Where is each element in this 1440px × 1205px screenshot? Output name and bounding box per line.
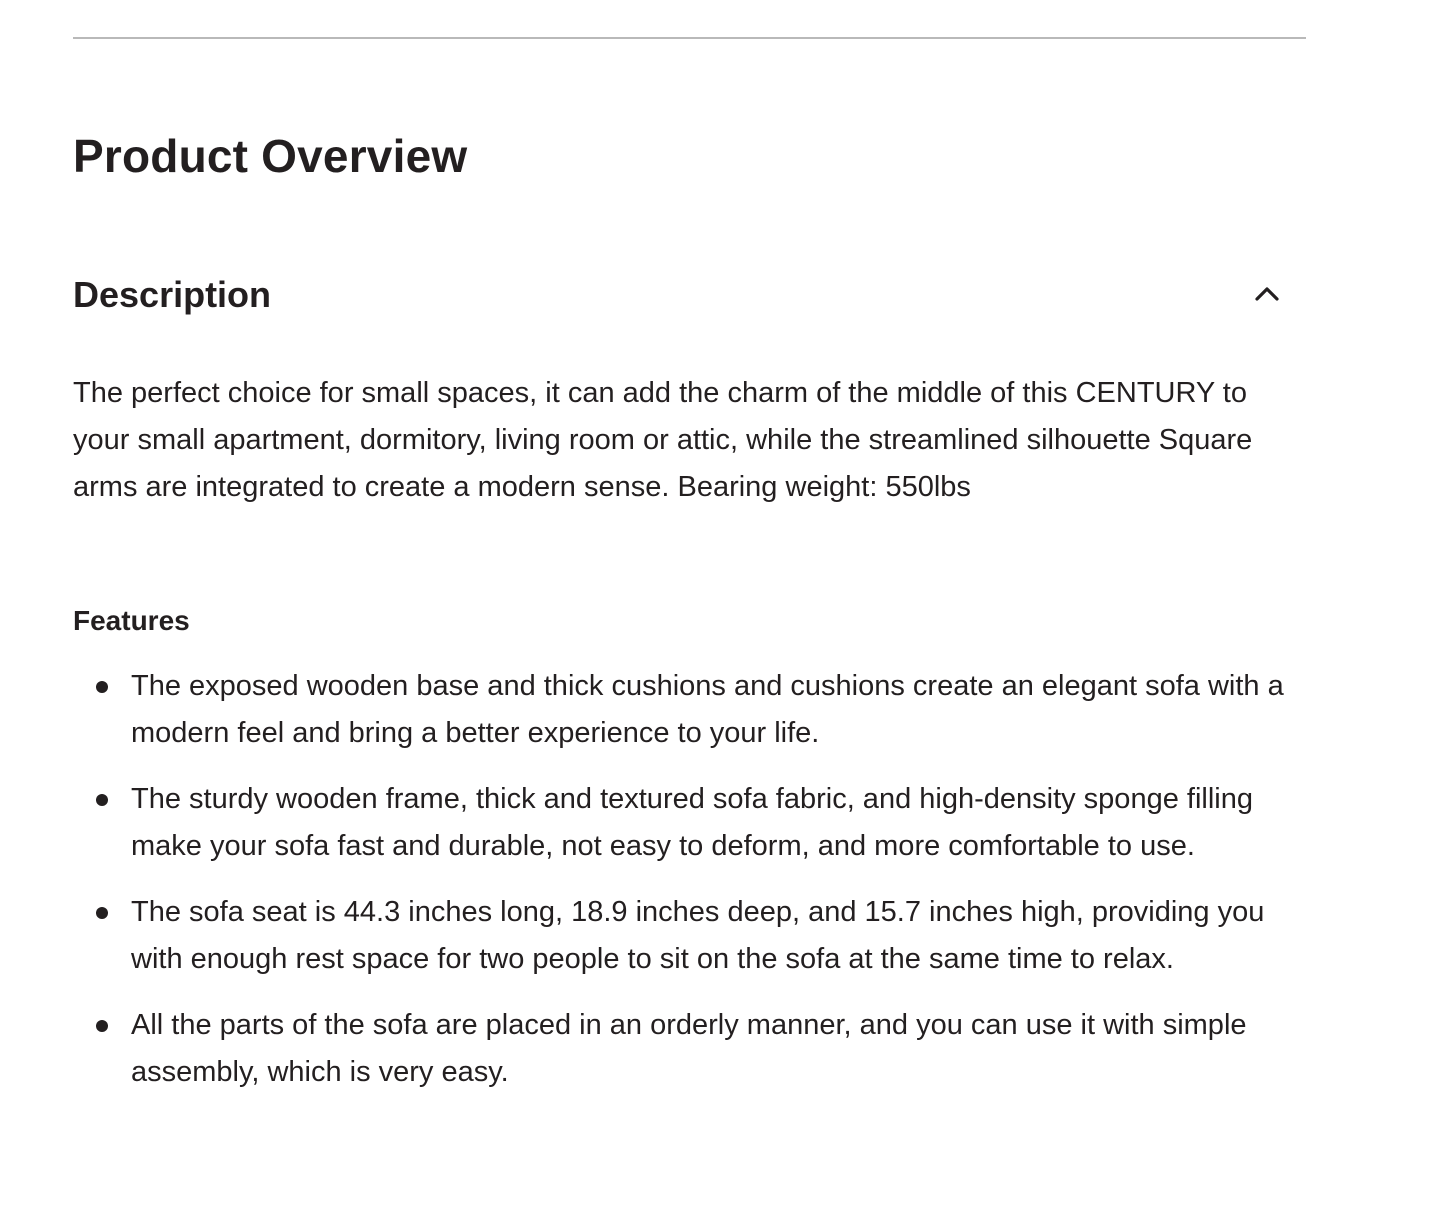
feature-item [73,776,1306,870]
feature-text: The sofa seat is 44.3 inches long, 18.9 inches deep, and 15.7 inches high, providing you with enough rest space for two people to sit on the sofa at the same time to relax. [131,896,1265,975]
bullet-icon [96,907,108,919]
description-text: The perfect choice for small spaces, it can add the charm of the middle of this CENTURY to your small apartment, dormitory, living room or attic, while the streamlined silhouette Square arms are integrated to create a modern sense. Bearing weight: 550lbs [73,377,1253,503]
bullet-icon [96,1020,108,1032]
feature-item [73,1002,1306,1096]
feature-text: The exposed wooden base and thick cushions and cushions create an elegant sofa with a modern feel and bring a better experience to your life. [131,670,1284,749]
feature-item [73,889,1306,983]
product-overview-title: Product Overview [73,130,468,182]
chevron-up-icon[interactable] [1249,276,1285,312]
description-title: Description [73,274,272,315]
bullet-icon [96,681,108,693]
feature-item [73,663,1306,757]
product-overview-section [73,0,1306,1205]
feature-text: All the parts of the sofa are placed in an orderly manner, and you can use it with simple assembly, which is very easy. [131,1009,1247,1088]
bullet-icon [96,794,108,806]
description-accordion-header[interactable] [73,268,1306,324]
top-divider [73,37,1306,39]
feature-text: The sturdy wooden frame, thick and textured sofa fabric, and high-density sponge filling make your sofa fast and durable, not easy to deform, and more comfortable to use. [131,783,1253,862]
features-list [73,663,1306,1115]
features-heading: Features [73,605,190,636]
